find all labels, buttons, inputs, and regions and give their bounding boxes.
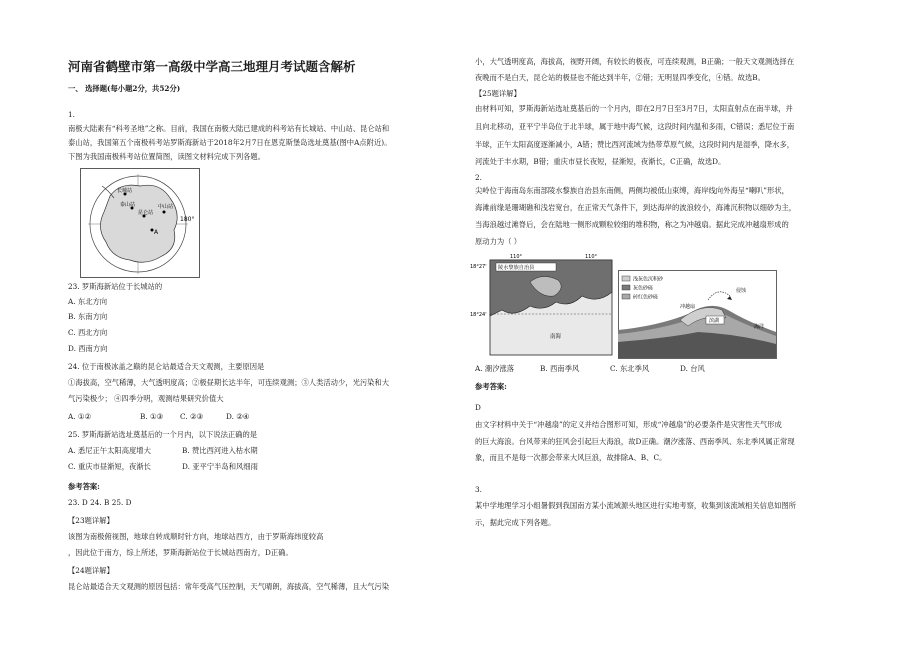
- explain-line: 的巨大海浪。台风带来的狂风会引起巨大海浪，故D正确。潮汐涨落、西南季风、东北季风属正常现: [475, 437, 795, 446]
- q23-option[interactable]: A. 东北方向: [68, 297, 108, 306]
- q24-option[interactable]: C. ②③: [180, 412, 204, 421]
- explain-line: 夜晚而不是白天，昆仑站的极昼也不能达到半年，②错；无明显四季变化，④错。故选B。: [475, 73, 765, 82]
- longitude-label: 110°: [585, 254, 598, 260]
- explain-line: 河流处于丰水期，B错；重庆市昼长夜短，昼渐短，夜渐长，C正确，故选D。: [475, 157, 726, 166]
- longitude-label: 180°: [180, 216, 195, 223]
- overwash-fan-cross-section: [618, 270, 778, 360]
- explain-line: 象，而且不是每一次都会带来大风巨浪，故排除A、B、C。: [475, 453, 667, 462]
- q24-option[interactable]: B. ①③: [140, 412, 164, 421]
- latitude-label: 18°27': [470, 264, 487, 270]
- q1-intro-line: 泰山站，我国第五个南极科考站罗斯海新站于2018年2月7日在恩克斯堡岛选址奠基(图中A点附近)。: [68, 138, 392, 147]
- q2-intro-line: 原动力为（ ）: [475, 237, 522, 246]
- fan-label: 冲越扇: [680, 304, 696, 310]
- q2-number: 2.: [475, 173, 482, 182]
- q24-statement-line: ①海拔高，空气稀薄，大气透明度高；②极昼期长达半年，可连续观测；③人类活动少，光污染和大: [68, 378, 390, 387]
- antarctica-station-map: [80, 168, 200, 278]
- explain-heading: 【24题详解】: [68, 566, 114, 575]
- legend-label: 灰色砂砾: [633, 285, 654, 292]
- explain-heading: 【25题详解】: [475, 89, 521, 98]
- q2-option[interactable]: D. 台风: [680, 364, 705, 373]
- q3-intro-line: 示，据此完成下列各题。: [475, 518, 556, 527]
- station-dot: [163, 211, 166, 214]
- latitude-label: 18°24': [470, 312, 487, 318]
- q23-option[interactable]: D. 西南方向: [68, 344, 108, 353]
- explain-line: 小，大气透明度高，海拔高，视野开阔，有较长的极夜，可连续观测，B正确；一般天文观测选择在: [475, 57, 795, 66]
- explain-line: 该图为南极俯视图，地球自转成顺时针方向，地球站西方，由于罗斯海纬度较高: [68, 532, 324, 541]
- section-heading: 一、 选择题(每小题2分，共52分): [68, 84, 181, 93]
- explain-line: 半球，正午太阳高度逐渐减小，A错；赞比西河流域为热带草原气候，这段时间内是湿季，降水多，: [475, 140, 795, 149]
- q25-stem: 25. 罗斯海新站选址奠基后的一个月内，以下说法正确的是: [68, 430, 258, 439]
- legend-label: 砖红色砂砾: [633, 294, 659, 301]
- station-label: 泰山站: [120, 202, 136, 208]
- q24-stem: 24. 位于南极冰盖之巅的昆仑站最适合天文观测，主要原因是: [68, 362, 265, 371]
- erosion-label: 侵蚀: [736, 288, 747, 294]
- ocean-label: 海洋: [754, 324, 765, 330]
- legend-label: 浅灰色沉积砂: [633, 276, 664, 283]
- explain-line: 由文字材料中关于“冲越扇”的定义并结合图形可知，形成“冲越扇”的必要条件是灾害性天气形成: [475, 420, 782, 429]
- q24-option[interactable]: A. ①②: [68, 412, 91, 421]
- q3-number: 3.: [475, 485, 482, 494]
- explain-line: ，因此位于南方，综上所述，罗斯海新站位于长城站西南方，D正确。: [68, 548, 293, 557]
- q1-intro-line: 下图为我国南极科考站位置简图，读图文材料完成下列各题。: [68, 152, 266, 161]
- q25-option[interactable]: B. 赞比西河进入枯水期: [182, 446, 258, 455]
- q2-intro-line: 尖岭位于海南岛东南部陵水黎族自治县东南侧，两侧均被低山束缚，海岸线向外海呈“喇叭”形状，: [475, 186, 789, 195]
- q24-option[interactable]: D. ②④: [226, 412, 250, 421]
- q2-option[interactable]: A. 潮汐涨落: [475, 364, 515, 373]
- longitude-label: 110°: [510, 254, 523, 260]
- lake-label: 滨湖: [709, 318, 720, 324]
- explain-line: 且向北移动，亚平宁半岛位于北半球，属于地中海气候，这段时间内温和多雨，C错误；悉尼位于南: [475, 122, 795, 131]
- q25-option[interactable]: D. 亚平宁半岛和风细雨: [182, 462, 258, 471]
- station-label: 长城站: [117, 188, 133, 194]
- map-title: 陵水黎族自治县: [498, 265, 535, 271]
- q2-intro-line: 当海浪越过滩脊后，会在陆地一侧形成颗粒较细的堆积物，称之为冲越扇。据此完成冲越扇形成的: [475, 220, 789, 229]
- answers: 23. D 24. B 25. D: [68, 498, 132, 507]
- answer-label: 参考答案:: [68, 482, 100, 491]
- page-title: 河南省鹤壁市第一高级中学高三地理月考试题含解析: [68, 59, 356, 74]
- q1-number: 1.: [68, 110, 75, 119]
- explain-line: 昆仑站最适合天文观测的原因包括：常年受高气压控制，天气晴朗，海拔高，空气稀薄，且大气污染: [68, 582, 390, 591]
- point-a-label: A: [154, 229, 159, 236]
- q1-intro-line: 南极大陆素有“科考圣地”之称。目前，我国在南极大陆已建成的科考站有长城站、中山站、昆仑站和: [68, 124, 390, 133]
- q24-statement-line: 气污染极少； ④四季分明，观测结果研究价值大: [68, 394, 224, 403]
- q25-option[interactable]: A. 悉尼正午太阳高度增大: [68, 446, 151, 455]
- q23-option[interactable]: C. 西北方向: [68, 328, 108, 337]
- q2-option[interactable]: C. 东北季风: [610, 364, 650, 373]
- answer-label: 参考答案:: [475, 382, 507, 391]
- sea-label: 南海: [550, 334, 562, 340]
- q2-option[interactable]: B. 西南季风: [540, 364, 580, 373]
- explain-heading: 【23题详解】: [68, 516, 114, 525]
- station-label: 中山站: [158, 204, 174, 210]
- explain-line: 由材料可知，罗斯海新站选址奠基后的一个月内，即在2月7日至3月7日，太阳直射点在南半球，并: [475, 104, 793, 113]
- q25-option[interactable]: C. 重庆市昼渐短，夜渐长: [68, 462, 151, 471]
- coastal-map: [470, 252, 615, 357]
- answer-value: D: [475, 403, 481, 412]
- q23-option[interactable]: B. 东南方向: [68, 312, 108, 321]
- q23-stem: 23. 罗斯海新站位于长城站的: [68, 282, 163, 291]
- q3-intro-line: 某中学地理学习小组暑假到我国南方某小流域源头地区进行实地考察，收集到该流域相关信息如图所: [475, 501, 797, 510]
- q2-intro-line: 海滩前缘是珊瑚礁和浅岩宽台，在正常天气条件下，到达海岸的波浪较小，海滩沉积物以细砂为主，: [475, 203, 797, 212]
- station-label: 昆仑站: [138, 210, 154, 216]
